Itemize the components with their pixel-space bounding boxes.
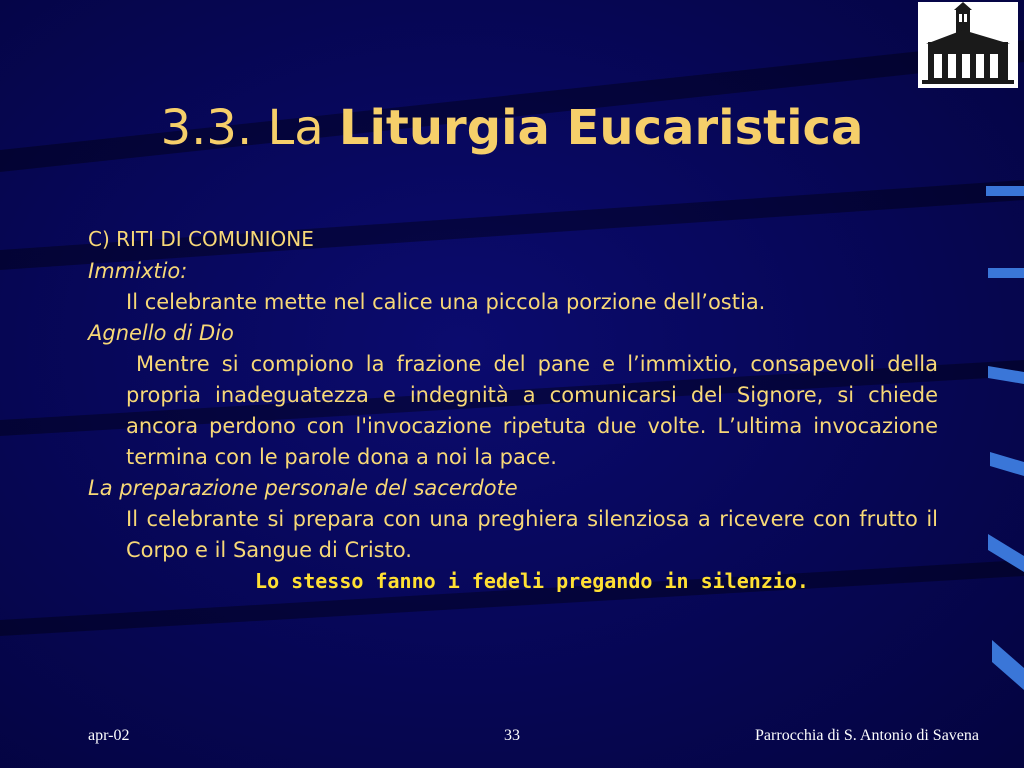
block-text-immixtio: Il celebrante mette nel calice una piccola porzione dell’ostia.: [126, 290, 766, 314]
stripe-accent: [992, 640, 1024, 690]
block-heading-immixtio: Immixtio:: [88, 259, 188, 283]
church-logo: [918, 2, 1018, 88]
footer-date: apr-02: [88, 727, 130, 744]
block-text-preparazione: Il celebrante si prepara con una preghiera silenziosa a ricevere con frutto il Corpo e il Sangue di Cristo.: [126, 507, 938, 562]
footer-organization: Parrocchia di S. Antonio di Savena: [755, 727, 979, 744]
stripe-accent: [986, 186, 1024, 196]
block-heading-preparazione: La preparazione personale del sacerdote: [88, 476, 518, 500]
title-number-part: 3.3. La: [160, 100, 339, 156]
block-text-agnello: Mentre si compiono la frazione del pane e l’immixtio, consapevoli della propria inadeguatezza e indegnità a comunicarsi del Signore, si chiede ancora perdono con l'invocazione ripetuta due volte. L’ultima invocazione termina con le parole dona a noi la pace.: [126, 352, 938, 469]
closing-line: Lo stesso fanno i fedeli pregando in silenzio.: [255, 569, 809, 593]
block-heading-agnello: Agnello di Dio: [88, 321, 234, 345]
section-heading: C) RITI DI COMUNIONE: [88, 227, 314, 251]
slide-content: [88, 224, 938, 597]
stripe-accent: [988, 268, 1024, 278]
stripe-accent: [990, 452, 1024, 476]
slide-title: [0, 100, 1024, 156]
footer-page-number: 33: [504, 727, 520, 744]
title-main-part: Liturgia Eucaristica: [338, 100, 864, 156]
